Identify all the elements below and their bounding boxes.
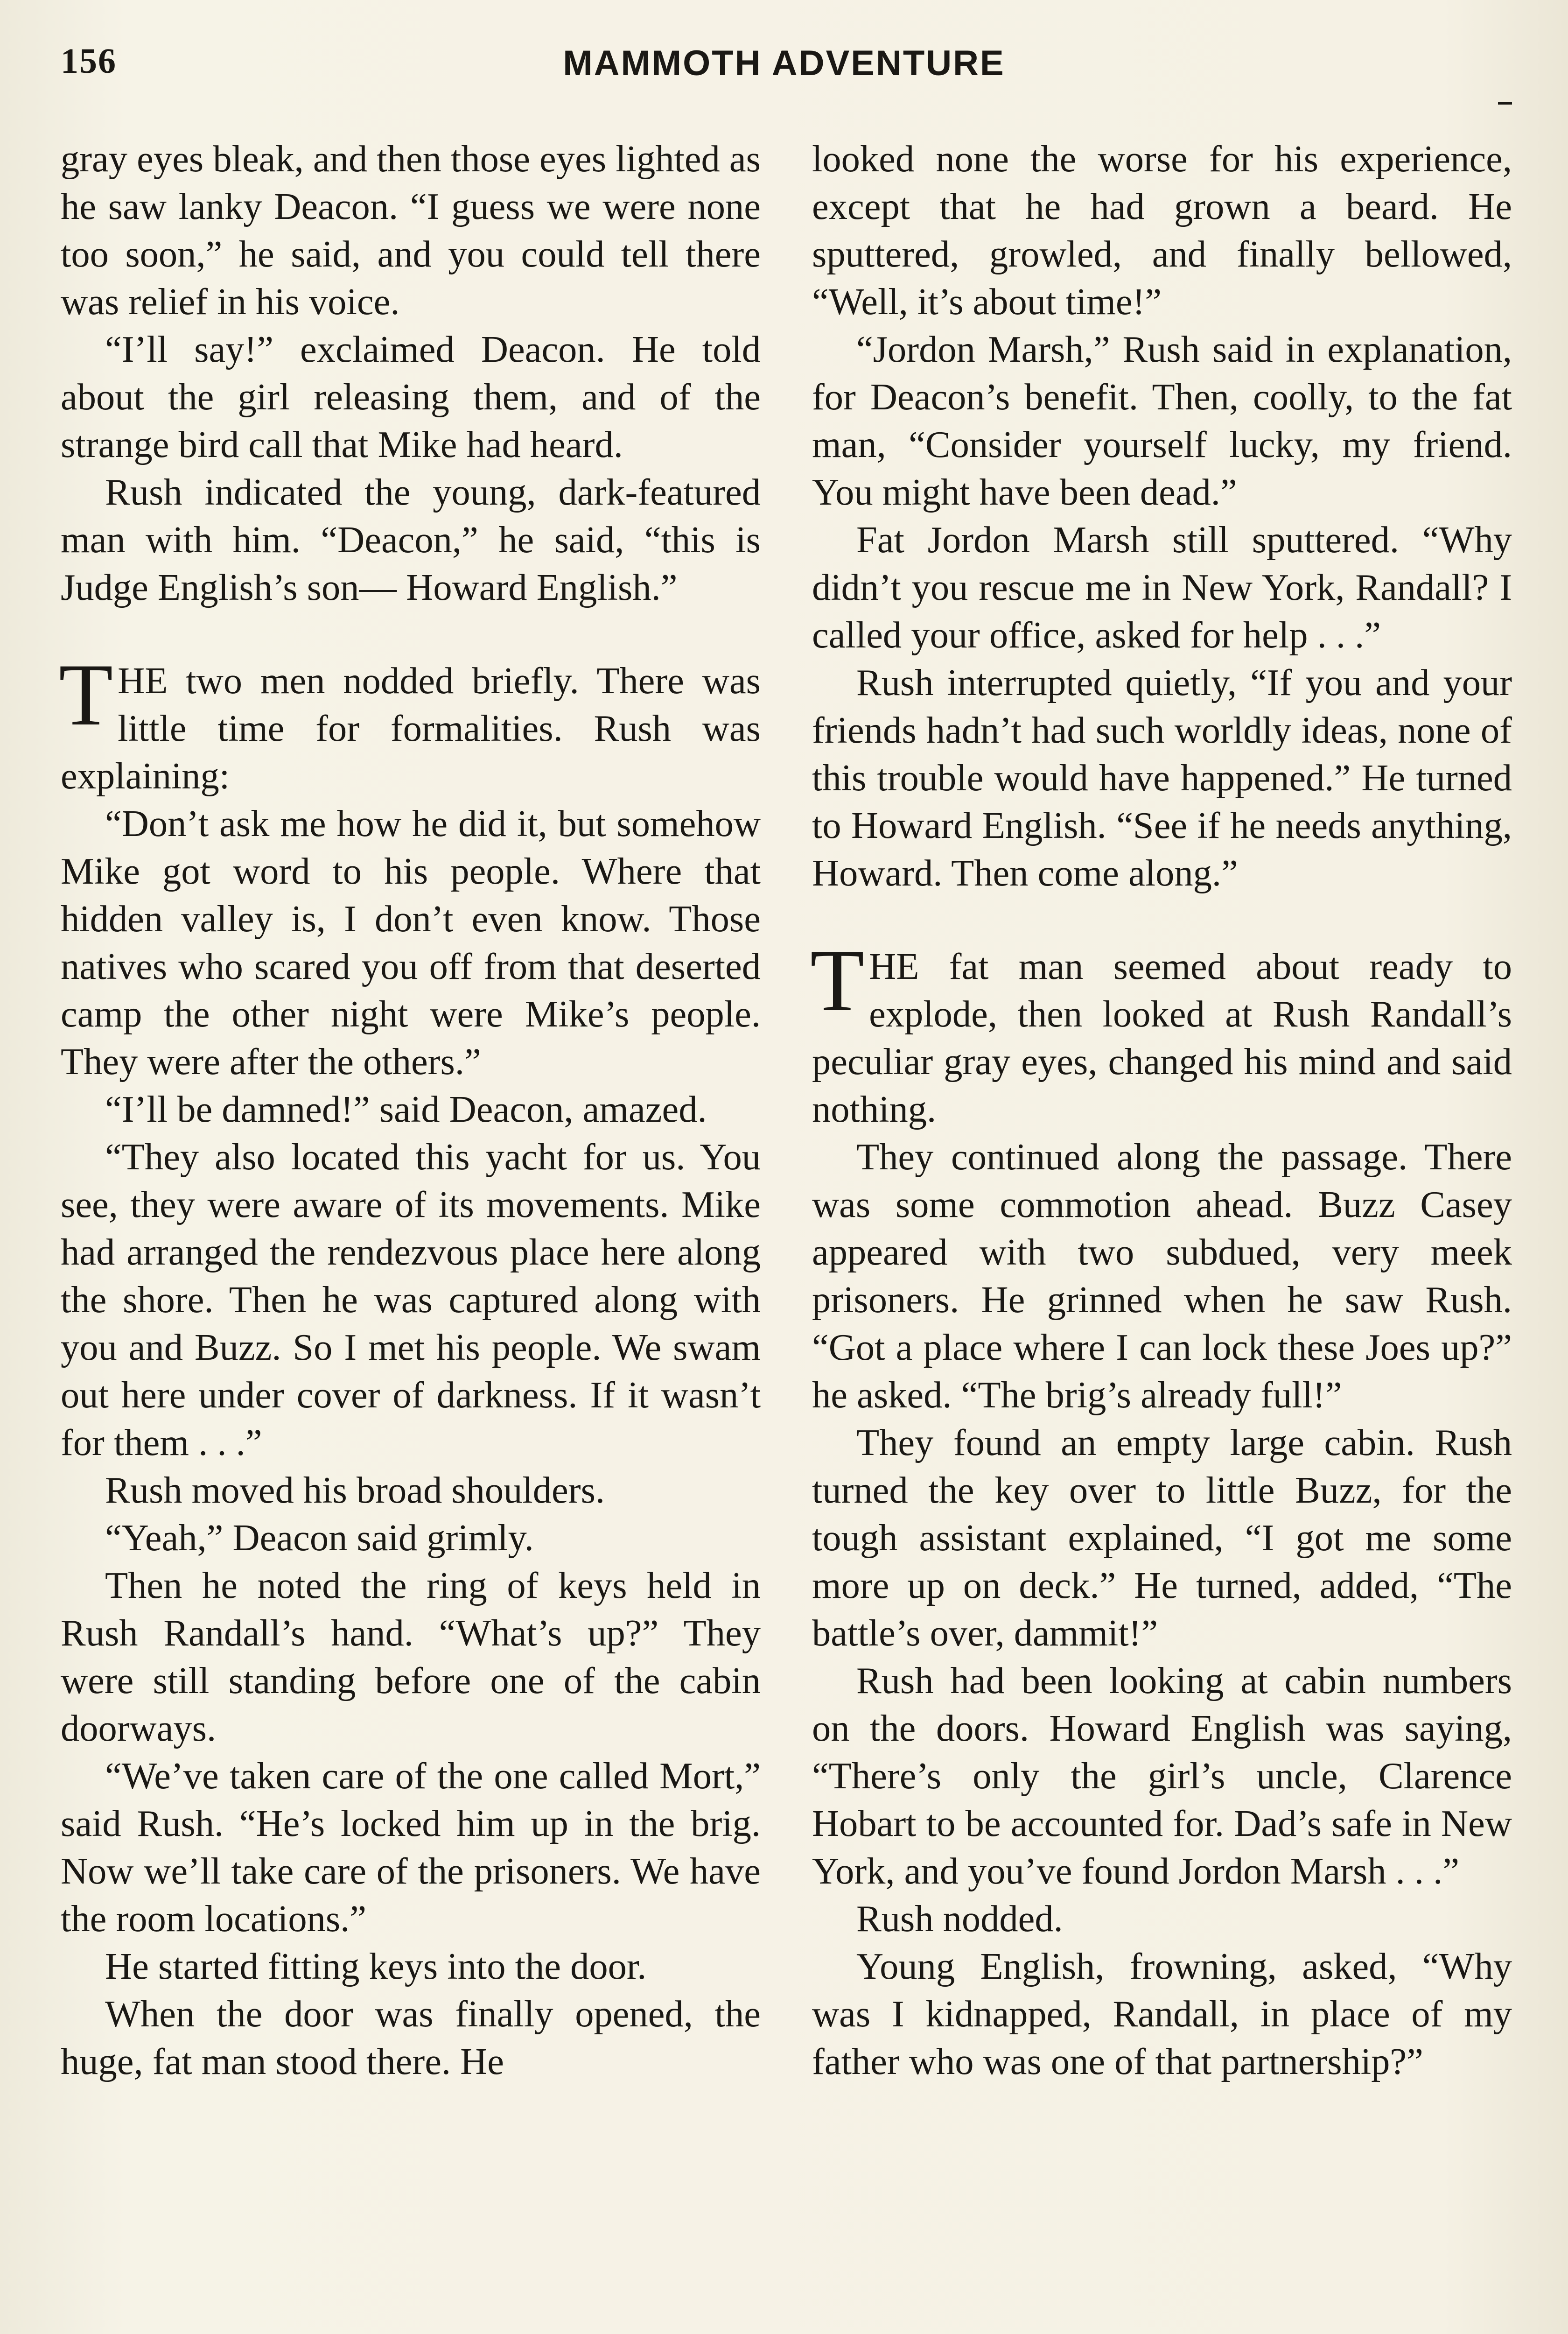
paragraph: gray eyes bleak, and then those eyes lighted as he saw lanky Deacon. “I guess we were none too soon,” he said, and you could tell there was relief in his voice. — [61, 138, 761, 323]
paragraph: Young English, frowning, asked, “Why was I kidnapped, Randall, in place of my father who was one of that partnership?” — [812, 1946, 1512, 2082]
paragraph: When the door was finally opened, the huge, fat man stood there. He — [61, 1993, 761, 2082]
paragraph: Rush nodded. — [856, 1898, 1063, 1940]
left-column — [61, 135, 761, 2086]
section-opening-paragraph — [59, 646, 761, 800]
paragraph-text: HE two men nodded briefly. There was little time for formalities. Rush was explaining: — [61, 660, 761, 797]
page-header — [61, 41, 1507, 92]
drop-cap: T — [59, 646, 113, 744]
right-column — [812, 135, 1512, 2086]
paragraph: They continued along the passage. There was some commotion ahead. Buzz Casey appeared with two subdued, very meek prisoners. He grinned when he saw Rush. “Got a place where I can lock these Joes up?” he asked. “The brig’s already full!” — [812, 1136, 1512, 1416]
paragraph: Rush had been looking at cabin numbers on the doors. Howard English was saying, “There’s only the girl’s uncle, Clarence Hobart to be accounted for. Dad’s safe in New York, and you’ve found Jordon Marsh . . .” — [812, 1660, 1512, 1892]
paragraph: looked none the worse for his experience, except that he had grown a beard. He sputtered, growled, and finally bellowed, “Well, it’s about time!” — [812, 138, 1512, 323]
section-opening-paragraph — [810, 932, 1512, 1133]
paragraph: Fat Jordon Marsh still sputtered. “Why didn’t you rescue me in New York, Randall? I called your office, asked for help . . .” — [812, 519, 1512, 656]
paragraph: “Yeah,” Deacon said grimly. — [105, 1517, 534, 1559]
paragraph: Rush moved his broad shoulders. — [105, 1469, 605, 1511]
paragraph: “I’ll be damned!” said Deacon, amazed. — [105, 1089, 707, 1130]
running-title: MAMMOTH ADVENTURE — [563, 43, 1005, 83]
paragraph: Rush indicated the young, dark-featured man with him. “Deacon,” he said, “this is Judge English’s son— Howard English.” — [61, 471, 761, 608]
paragraph: “Jordon Marsh,” Rush said in explanation, for Deacon’s benefit. Then, coolly, to the fat man, “Consider yourself lucky, my friend. You might have been dead.” — [812, 329, 1512, 513]
page-number: 156 — [61, 42, 117, 81]
paragraph: Then he noted the ring of keys held in Rush Randall’s hand. “What’s up?” They were still standing before one of the cabin doorways. — [61, 1565, 761, 1749]
paragraph: They found an empty large cabin. Rush turned the key over to little Buzz, for the tough assistant explained, “I got me some more up on deck.” He turned, added, “The battle’s over, dammit!” — [812, 1422, 1512, 1654]
paragraph: “We’ve taken care of the one called Mort,” said Rush. “He’s locked him up in the brig. Now we’ll take care of the prisoners. We have the room locations.” — [61, 1755, 761, 1940]
paragraph: “Don’t ask me how he did it, but somehow Mike got word to his people. Where that hidden valley is, I don’t even know. Those natives who scared you off from that deserted camp the other night were Mike’s people. They were after the others.” — [61, 803, 761, 1083]
paragraph: “I’ll say!” exclaimed Deacon. He told about the girl releasing them, and of the strange bird call that Mike had heard. — [61, 329, 761, 465]
paragraph: He started fitting keys into the door. — [105, 1946, 647, 1987]
header-mark — [1498, 102, 1512, 105]
paragraph-text: HE fat man seemed about ready to explode, then looked at Rush Randall’s peculiar gray eyes, changed his mind and said nothing. — [812, 946, 1512, 1130]
drop-cap: T — [810, 932, 865, 1030]
paragraph: Rush interrupted quietly, “If you and your friends hadn’t had such worldly ideas, none of this trouble would have happened.” He turned to Howard English. “See if he needs anything, Howard. Then come along.” — [812, 662, 1512, 894]
paragraph: “They also located this yacht for us. You see, they were aware of its movements. Mike had arranged the rendezvous place here along the shore. Then he was captured along with you and Buzz. So I met his people. We swam out here under cover of darkness. If it wasn’t for them . . .” — [61, 1136, 761, 1463]
